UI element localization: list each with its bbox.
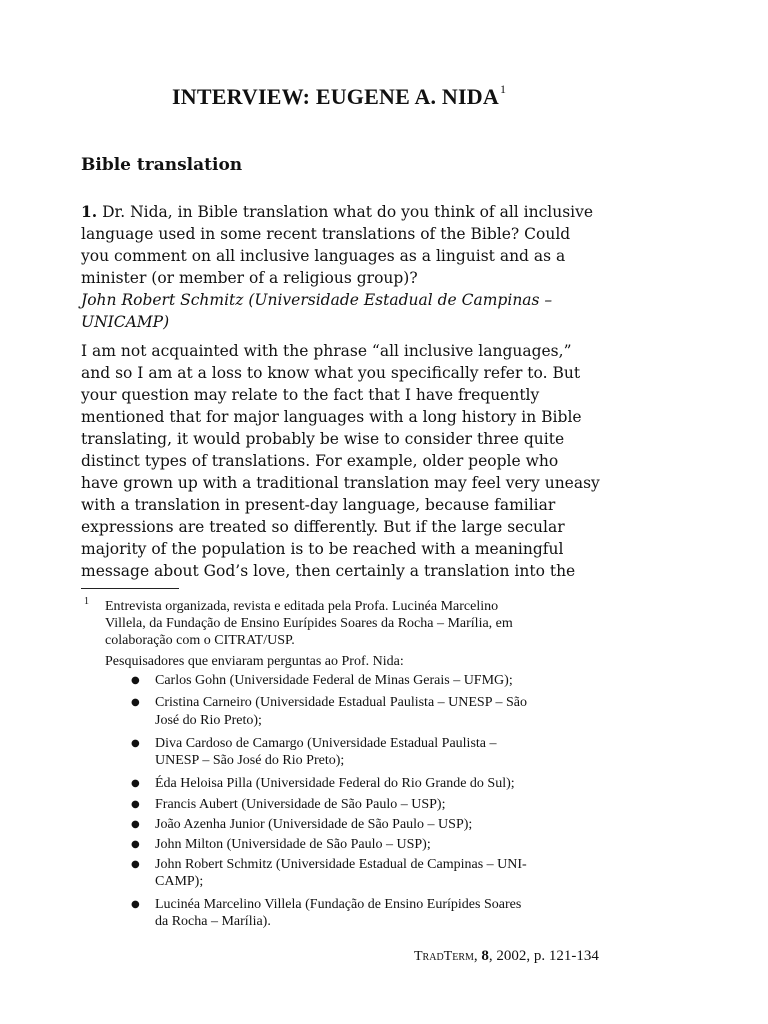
bullet-icon: ●: [131, 738, 140, 749]
answer-line: your question may relate to the fact that I have frequently: [81, 386, 540, 404]
section-heading: Bible translation: [81, 155, 243, 175]
answer-line: distinct types of translations. For example, older people who: [81, 452, 559, 470]
answer-line: with a translation in present-day language, because familiar: [81, 496, 556, 514]
researcher-item-cont: José do Rio Preto);: [155, 713, 262, 728]
bullet-icon: ●: [131, 799, 140, 810]
question-line: minister (or member of a religious group)?: [81, 269, 418, 287]
bullet-icon: ●: [131, 839, 140, 850]
question-author: John Robert Schmitz (Universidade Estadual de Campinas –: [81, 291, 553, 309]
bullet-icon: ●: [131, 899, 140, 910]
researcher-item: John Robert Schmitz (Universidade Estadual de Campinas – UNI-: [155, 857, 527, 872]
question-line: language used in some recent translations of the Bible? Could: [81, 225, 571, 243]
bullet-icon: ●: [131, 859, 140, 870]
journal-volume: 8: [481, 948, 489, 964]
journal-name: TradTerm: [414, 949, 474, 964]
researcher-item: Cristina Carneiro (Universidade Estadual Paulista – UNESP – São: [155, 695, 527, 710]
answer-line: translating, it would probably be wise to consider three quite: [81, 430, 565, 448]
researchers-label: Pesquisadores que enviaram perguntas ao Prof. Nida:: [105, 654, 404, 669]
question-line: 1. Dr. Nida, in Bible translation what do you think of all inclusive: [81, 202, 594, 221]
question-number: 1.: [81, 202, 98, 221]
researcher-item: Francis Aubert (Universidade de São Paulo – USP);: [155, 797, 446, 812]
footnote-intro-line: colaboração com o CITRAT/USP.: [105, 633, 295, 648]
question-author: UNICAMP): [81, 313, 170, 331]
answer-line: have grown up with a traditional translation may feel very uneasy: [81, 474, 600, 492]
answer-line: expressions are treated so differently. But if the large secular: [81, 518, 565, 536]
researcher-item: Diva Cardoso de Camargo (Universidade Estadual Paulista –: [155, 736, 497, 751]
footnote-intro-line: Entrevista organizada, revista e editada pela Profa. Lucinéa Marcelino: [105, 599, 499, 614]
bullet-icon: ●: [131, 819, 140, 830]
running-footer: TradTerm, 8, 2002, p. 121-134: [414, 948, 599, 964]
answer-line: majority of the population is to be reached with a meaningful: [81, 540, 564, 558]
bullet-icon: ●: [131, 675, 140, 686]
footnote-intro-line: Villela, da Fundação de Ensino Eurípides Soares da Rocha – Marília, em: [105, 616, 513, 631]
question-line: you comment on all inclusive languages as a linguist and as a: [81, 247, 566, 265]
answer-line: mentioned that for major languages with a long history in Bible: [81, 408, 582, 426]
journal-year-pages: , 2002, p. 121-134: [488, 948, 599, 964]
researcher-item: Éda Heloisa Pilla (Universidade Federal do Rio Grande do Sul);: [155, 776, 515, 791]
researcher-item: Carlos Gohn (Universidade Federal de Minas Gerais – UFMG);: [155, 673, 513, 688]
researcher-item-cont: UNESP – São José do Rio Preto);: [155, 753, 345, 768]
bullet-icon: ●: [131, 697, 140, 708]
researcher-item-cont: CAMP);: [155, 874, 204, 889]
bullet-icon: ●: [131, 778, 140, 789]
answer-line: message about God’s love, then certainly a translation into the: [81, 562, 576, 580]
researcher-item: Lucinéa Marcelino Villela (Fundação de Ensino Eurípides Soares: [155, 897, 522, 912]
footnote-separator: [81, 588, 179, 589]
page-title: INTERVIEW: EUGENE A. NIDA$^1$: [172, 82, 507, 109]
researcher-item: John Milton (Universidade de São Paulo – USP);: [155, 837, 431, 852]
researcher-item-cont: da Rocha – Marília).: [155, 914, 271, 929]
title-footnote-mark: 1: [499, 82, 507, 96]
footnote-mark: 1: [84, 596, 89, 607]
researcher-item: João Azenha Junior (Universidade de São Paulo – USP);: [155, 817, 473, 832]
answer-line: and so I am at a loss to know what you specifically refer to. But: [81, 364, 581, 382]
answer-line: I am not acquainted with the phrase “all inclusive languages,”: [81, 342, 572, 360]
